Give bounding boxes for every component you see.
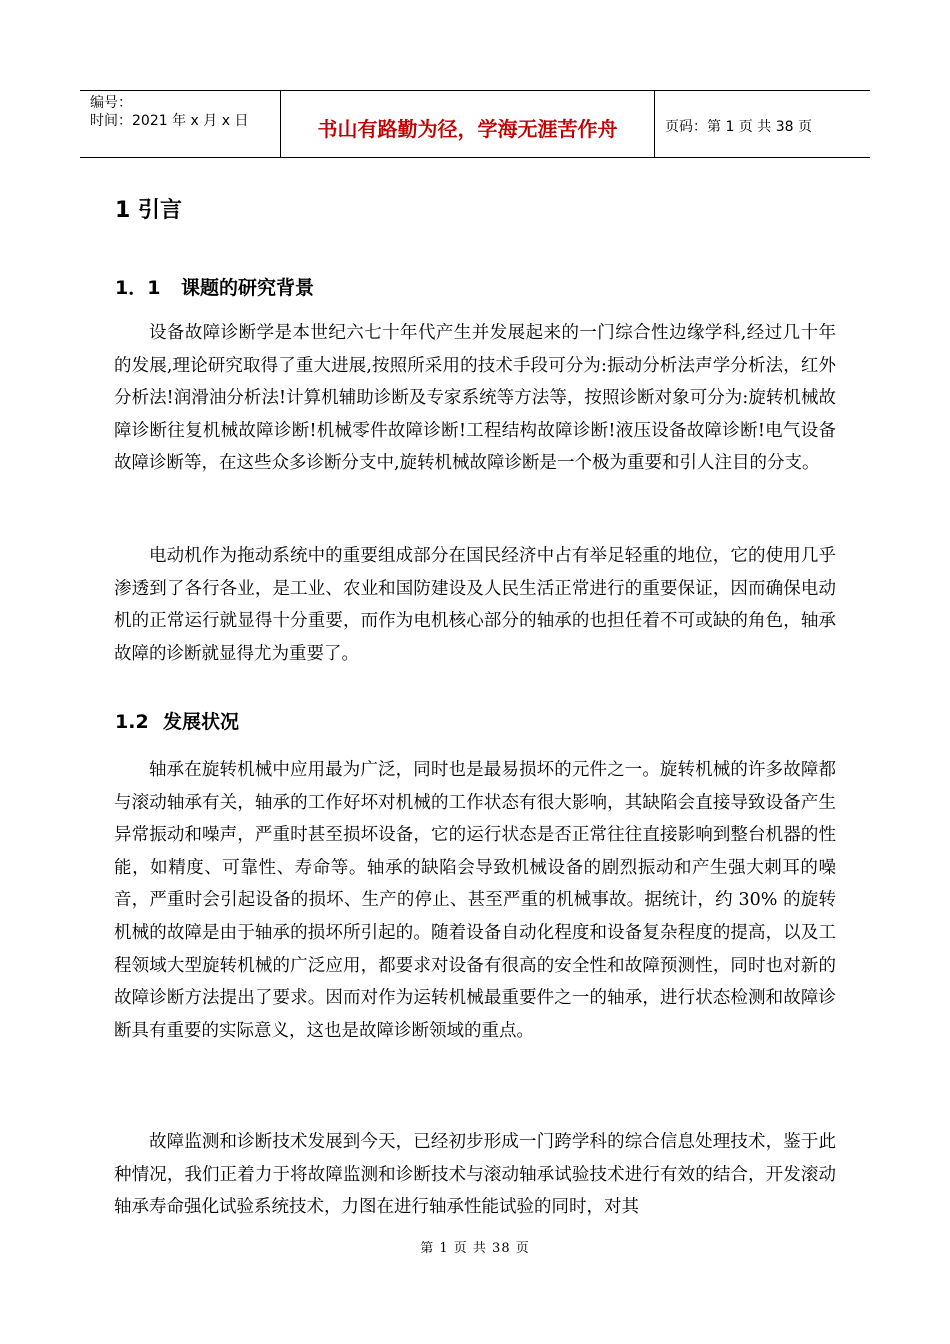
section-heading-2 [115,707,239,734]
section-title: 课题的研究背景 [181,277,315,299]
section-title: 发展状况 [163,711,240,733]
time-label: 时间：2021 年 x 月 x 日 [90,113,249,129]
document-header [80,90,870,158]
page-footer: 第 1 页 共 38 页 [420,1241,530,1256]
header-motto: 书山有路勤为径，学海无涯苦作舟 [281,91,655,157]
number-label: 编号： [90,95,132,111]
section-number: 1．1 [115,277,161,299]
chapter-title: 1 引言 [115,198,182,223]
paragraph: 设备故障诊断学是本世纪六七十年代产生并发展起来的一门综合性边缘学科,经过几十年的发展,理论研究取得了重大进展,按照所采用的技术手段可分为:振动分析法声学分析法，红外分析法!润滑油分析法!计算机辅助诊断及专家系统等方法等，按照诊断对象可分为:旋转机械故障诊断往复机械故障诊断!机械零件故障诊断!工程结构故障诊断!液压设备故障诊断!电气设备故障诊断等，在这些众多诊断分支中,旋转机械故障诊断是一个极为重要和引人注目的分支。 [114,323,836,474]
header-page-code: 页码：第 1 页 共 38 页 [665,119,812,135]
paragraph: 电动机作为拖动系统中的重要组成部分在国民经济中占有举足轻重的地位，它的使用几乎渗透到了各行各业，是工业、农业和国防建设及人民生活正常进行的重要保证，因而确保电动机的正常运行就显得十分重要，而作为电机核心部分的轴承的也担任着不可或缺的角色，轴承故障的诊断就显得尤为重要了。 [114,546,836,664]
section-number: 1.2 [115,711,149,733]
section-heading-1 [115,273,314,300]
paragraph: 故障监测和诊断技术发展到今天，已经初步形成一门跨学科的综合信息处理技术，鉴于此种情况，我们正着力于将故障监测和诊断技术与滚动轴承试验技术进行有效的结合，开发滚动轴承寿命强化试验系统技术，力图在进行轴承性能试验的同时，对其 [114,1132,836,1218]
header-meta [80,91,281,157]
paragraph: 轴承在旋转机械中应用最为广泛，同时也是最易损坏的元件之一。旋转机械的许多故障都与滚动轴承有关，轴承的工作好坏对机械的工作状态有很大影响，其缺陷会直接导致设备产生异常振动和噪声，严重时甚至损坏设备，它的运行状态是否正常往往直接影响到整台机器的性能，如精度、可靠性、寿命等。轴承的缺陷会导致机械设备的剧烈振动和产生强大刺耳的噪音，严重时会引起设备的损坏、生产的停止、甚至严重的机械事故。据统计，约 30% 的旋转机械的故障是由于轴承的损坏所引起的。随着设备自动化程度和设备复杂程度的提高，以及工程领域大型旋转机械的广泛应用，都要求对设备有很高的安全性和故障预测性，同时也对新的故障诊断方法提出了要求。因而对作为运转机械最重要件之一的轴承，进行状态检测和故障诊断具有重要的实际意义，这也是故障诊断领域的重点。 [114,760,836,1041]
